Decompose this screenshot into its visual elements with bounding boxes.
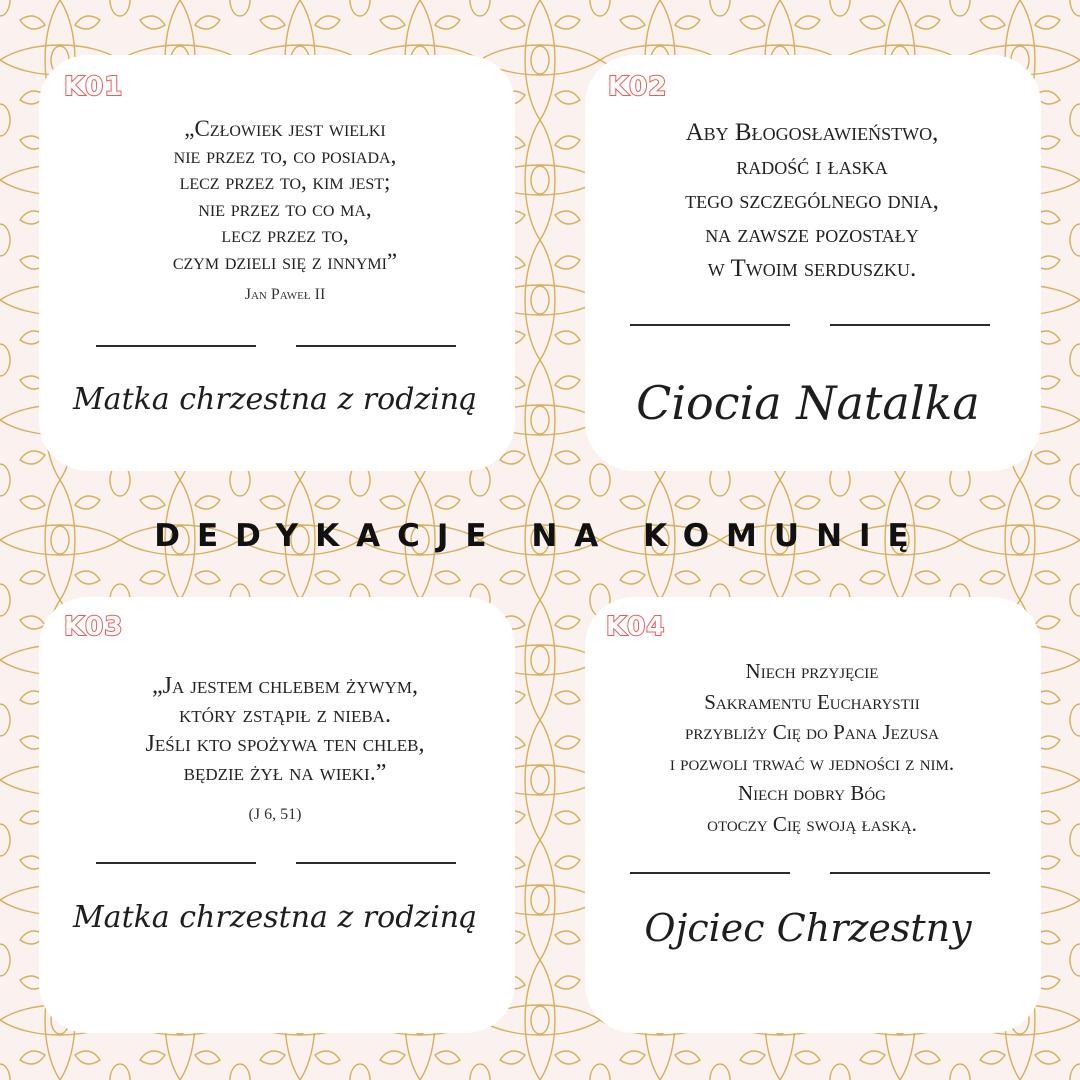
quote-attribution: (J 6, 51) — [248, 806, 302, 823]
signature-rule — [296, 345, 456, 347]
card-signature: Ciocia Natalka — [636, 376, 980, 430]
quote-line: „Człowiek jest wielki — [184, 116, 386, 141]
quote-line: który zstąpił z nieba. — [179, 702, 391, 728]
quote-line: radość i łaska — [736, 153, 888, 180]
card-signature: Ojciec Chrzestny — [644, 906, 972, 950]
quote-line: Niech dobry Bóg — [737, 781, 886, 805]
quote-line: i pozwoli trwać w jedności z nim. — [669, 750, 955, 775]
quote-line: Sakramentu Eucharystii — [704, 689, 920, 714]
quote-line: nie przez to, co posiada, — [173, 142, 397, 168]
quote-line: na zawsze pozostały — [705, 221, 919, 248]
signature-rule — [296, 862, 456, 864]
signature-rule — [96, 345, 256, 347]
quote-line: „Ja jestem chlebem żywym, — [152, 673, 418, 699]
card-label: K01 — [64, 72, 124, 102]
quote-line: otoczy Cię swoją łaską. — [707, 811, 917, 836]
quote-line: lecz przez to, — [221, 222, 349, 247]
card-label: K04 — [606, 612, 666, 642]
card-signature: Matka chrzestna z rodziną — [72, 900, 478, 935]
card-signature: Matka chrzestna z rodziną — [72, 382, 478, 417]
card-quote — [592, 116, 1032, 286]
quote-line: tego szczególnego dnia, — [685, 187, 939, 214]
quote-attribution: Jan Paweł II — [244, 286, 326, 303]
signature-rule — [830, 872, 990, 874]
quote-line: nie przez to co ma, — [198, 195, 372, 221]
quote-line: będzie żył na wieki.” — [183, 760, 387, 786]
card-label: K03 — [64, 612, 124, 642]
page-title: DEDYKACJE NA KOMUNIĘ — [154, 518, 926, 554]
card-quote — [592, 656, 1032, 839]
quote-line: lecz przez to, kim jest; — [179, 169, 391, 194]
quote-line: Jeśli kto spożywa ten chleb, — [145, 731, 425, 757]
quote-line: czym dzieli się z innymi” — [172, 248, 398, 274]
quote-line: w Twoim serduszku. — [707, 255, 917, 282]
signature-rule — [630, 324, 790, 326]
signature-rule — [96, 862, 256, 864]
quote-line: Niech przyjęcie — [745, 659, 879, 683]
card-quote — [60, 672, 510, 788]
signature-rule — [630, 872, 790, 874]
quote-line: przybliży Cię do Pana Jezusa — [684, 720, 939, 744]
card-quote — [60, 116, 510, 275]
card-label: K02 — [608, 72, 668, 102]
quote-line: Aby Błogosławieństwo, — [685, 119, 939, 146]
signature-rule — [830, 324, 990, 326]
